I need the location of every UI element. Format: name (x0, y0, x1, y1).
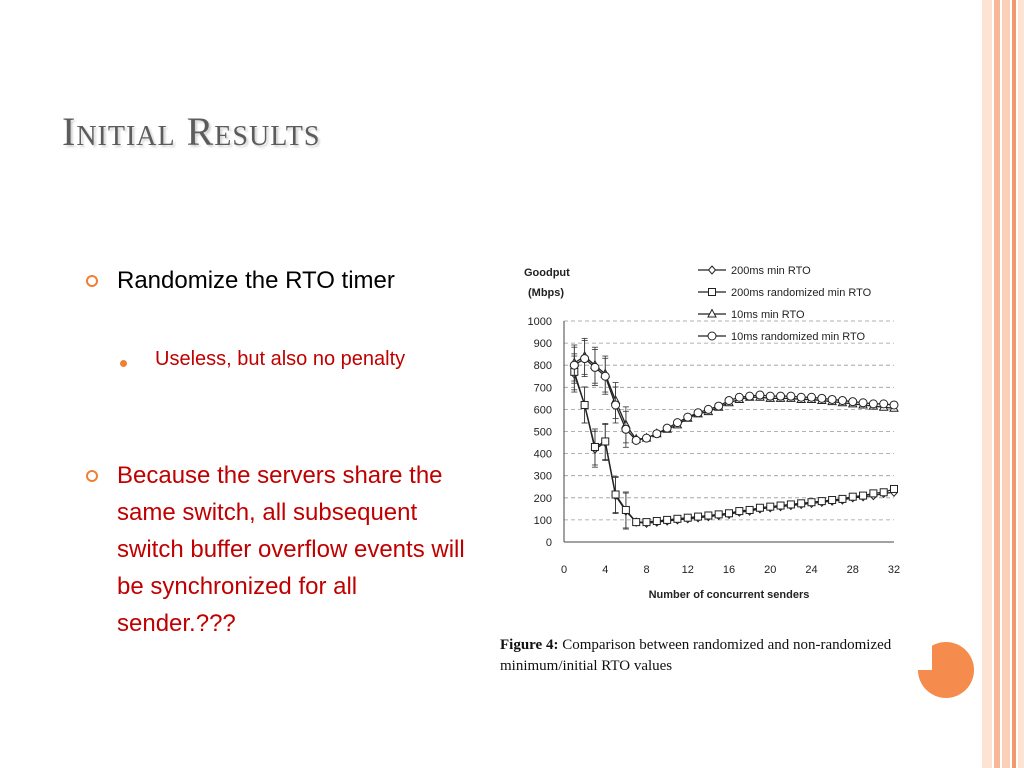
caption-text: Comparison between randomized and non-randomized minimum/initial RTO values (500, 637, 892, 674)
data-point (798, 500, 805, 507)
y-tick-label: 300 (533, 470, 552, 483)
data-point (808, 499, 815, 506)
data-point (653, 518, 660, 525)
x-tick-label: 20 (764, 564, 777, 576)
y-axis-label: (Mbps) (528, 287, 565, 299)
data-point (818, 498, 825, 505)
x-tick-label: 0 (560, 564, 568, 576)
data-point (849, 493, 856, 500)
y-tick-label: 400 (533, 448, 552, 461)
legend-label: 10ms min RTO (731, 309, 805, 321)
data-point (870, 490, 877, 497)
data-point (736, 508, 743, 515)
data-point (787, 501, 794, 508)
caption-label: Figure 4: (500, 637, 559, 653)
y-tick-label: 0 (545, 537, 552, 549)
data-point (633, 519, 640, 526)
data-point (581, 355, 589, 363)
data-point (756, 391, 764, 399)
sub-bullet-text: Useless, but also no penalty (155, 348, 406, 370)
data-point (891, 485, 898, 492)
data-point (828, 395, 836, 403)
data-point (581, 401, 588, 408)
data-point (766, 392, 774, 400)
data-point (591, 363, 599, 371)
sub-bullet-marker (120, 360, 127, 367)
legend-marker (709, 289, 716, 296)
y-tick-label: 1000 (527, 316, 552, 328)
data-point (880, 400, 888, 408)
data-point (767, 503, 774, 510)
data-point (725, 397, 733, 405)
x-tick-label: 8 (643, 564, 650, 576)
data-point (860, 492, 867, 499)
legend-marker (708, 310, 716, 318)
data-point (797, 393, 805, 401)
data-point (684, 413, 692, 421)
data-point (890, 401, 898, 409)
data-point (643, 519, 650, 526)
legend-label: 200ms randomized min RTO (731, 287, 872, 299)
decorative-circle (918, 640, 974, 700)
y-tick-label: 600 (533, 404, 552, 417)
data-point (818, 394, 826, 402)
decorative-stripes (982, 0, 1024, 768)
legend-marker (708, 332, 716, 340)
data-point (601, 372, 609, 380)
data-point (695, 513, 702, 520)
goodput-chart (498, 258, 918, 608)
x-tick-label: 16 (722, 564, 736, 576)
bullet-text: Randomize the RTO timer (117, 267, 395, 294)
data-point (705, 512, 712, 519)
data-point (622, 425, 630, 433)
data-point (735, 393, 743, 401)
x-tick-label: 32 (887, 564, 901, 576)
data-point (694, 409, 702, 417)
data-point (602, 438, 609, 445)
y-tick-label: 100 (533, 514, 552, 527)
x-tick-label: 4 (602, 564, 609, 576)
data-point (674, 515, 681, 522)
data-point (663, 424, 671, 432)
data-point (570, 361, 578, 369)
bullet-text: Because the servers share the same switch, all subsequent switch buffer overflow events will be synchronized for all sender.??? (117, 462, 465, 637)
bullet-marker (86, 470, 98, 482)
bullet-marker (86, 275, 98, 287)
figure-caption (500, 635, 940, 677)
data-point (684, 514, 691, 521)
data-point (777, 502, 784, 509)
data-point (653, 430, 661, 438)
legend-label: 200ms min RTO (731, 265, 811, 277)
slide-title: Initial Results (62, 109, 321, 154)
data-point (839, 495, 846, 502)
data-point (849, 398, 857, 406)
data-point (746, 392, 754, 400)
data-point (612, 401, 620, 409)
x-tick-label: 24 (805, 564, 818, 576)
data-point (746, 506, 753, 513)
x-tick-label: 12 (681, 564, 694, 576)
data-point (808, 393, 816, 401)
data-point (664, 516, 671, 523)
data-point (787, 392, 795, 400)
y-tick-label: 200 (533, 492, 552, 505)
y-axis-label: Goodput (524, 267, 570, 279)
y-tick-label: 700 (533, 382, 552, 395)
data-point (643, 434, 651, 442)
data-point (880, 489, 887, 496)
data-point (838, 397, 846, 405)
data-point (715, 402, 723, 410)
data-point (704, 405, 712, 413)
data-point (632, 436, 640, 444)
data-point (612, 491, 619, 498)
data-point (859, 399, 867, 407)
y-tick-label: 900 (533, 338, 552, 351)
x-axis-label: Number of concurrent senders (648, 589, 810, 601)
data-point (673, 419, 681, 427)
x-tick-label: 28 (846, 564, 859, 576)
y-tick-label: 500 (533, 426, 552, 439)
data-point (726, 510, 733, 517)
data-point (591, 443, 598, 450)
legend-marker (709, 266, 716, 274)
legend-label: 10ms randomized min RTO (731, 331, 866, 343)
data-point (829, 497, 836, 504)
data-point (756, 504, 763, 511)
y-tick-label: 800 (533, 360, 552, 373)
data-point (777, 392, 785, 400)
data-point (715, 511, 722, 518)
data-point (869, 400, 877, 408)
data-point (622, 506, 629, 513)
